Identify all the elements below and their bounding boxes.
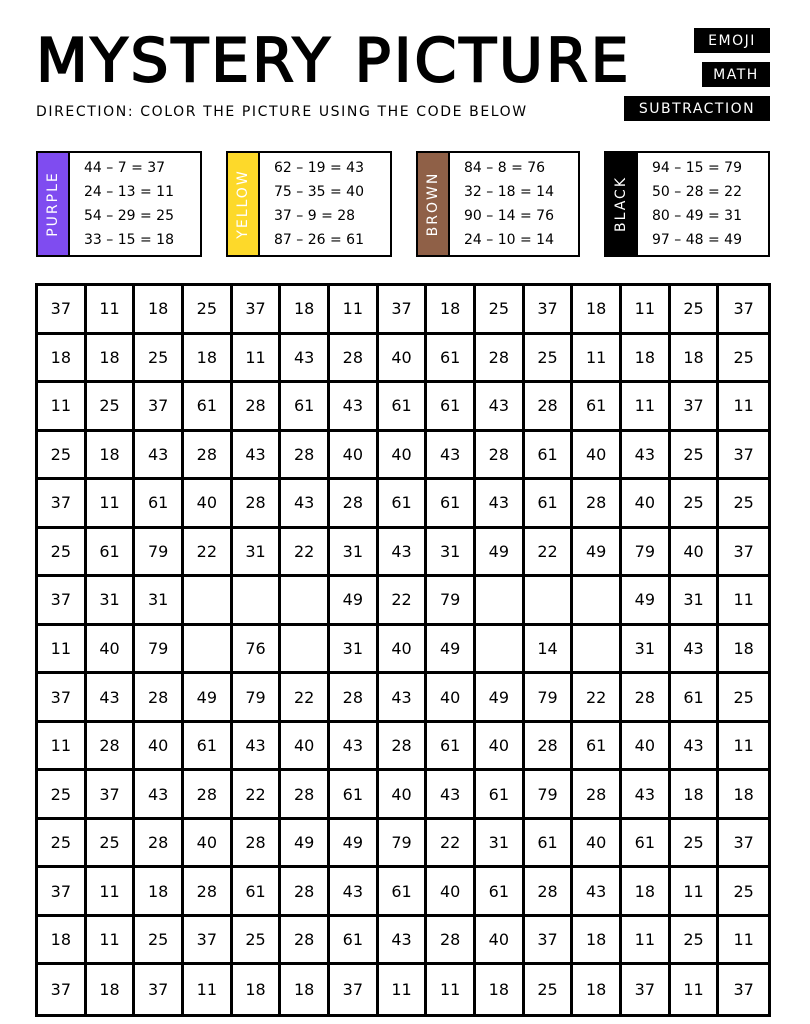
grid-cell[interactable]: 43 xyxy=(573,868,622,917)
grid-cell[interactable]: 25 xyxy=(38,432,87,481)
grid-cell[interactable]: 31 xyxy=(427,529,476,578)
grid-cell[interactable]: 22 xyxy=(427,820,476,869)
grid-cell[interactable]: 11 xyxy=(719,723,768,772)
grid-cell[interactable]: 37 xyxy=(379,286,428,335)
grid-cell[interactable]: 18 xyxy=(87,432,136,481)
grid-cell[interactable]: 28 xyxy=(233,820,282,869)
grid-cell[interactable]: 43 xyxy=(622,432,671,481)
grid-cell[interactable]: 25 xyxy=(135,335,184,384)
grid-cell[interactable]: 61 xyxy=(525,480,574,529)
grid-cell[interactable]: 28 xyxy=(330,674,379,723)
grid-cell[interactable]: 18 xyxy=(671,335,720,384)
grid-cell[interactable]: 43 xyxy=(281,480,330,529)
grid-cell[interactable]: 11 xyxy=(184,965,233,1014)
grid-cell[interactable] xyxy=(573,626,622,675)
grid-cell[interactable]: 18 xyxy=(622,335,671,384)
mystery-grid xyxy=(35,283,771,1017)
grid-cell[interactable]: 25 xyxy=(671,480,720,529)
grid-cell[interactable]: 40 xyxy=(427,674,476,723)
grid-cell[interactable]: 18 xyxy=(476,965,525,1014)
grid-cell[interactable]: 37 xyxy=(135,383,184,432)
grid-cell[interactable]: 37 xyxy=(622,965,671,1014)
grid-cell[interactable]: 25 xyxy=(671,820,720,869)
grid-cell[interactable]: 18 xyxy=(87,335,136,384)
grid-cell[interactable]: 49 xyxy=(573,529,622,578)
grid-cell[interactable]: 25 xyxy=(719,674,768,723)
grid-cell[interactable] xyxy=(476,577,525,626)
grid-cell[interactable]: 18 xyxy=(233,965,282,1014)
grid-cell[interactable]: 79 xyxy=(525,771,574,820)
grid-cell[interactable]: 37 xyxy=(38,965,87,1014)
grid-cell[interactable]: 49 xyxy=(330,820,379,869)
grid-cell[interactable]: 49 xyxy=(281,820,330,869)
grid-cell[interactable]: 43 xyxy=(379,529,428,578)
grid-cell[interactable]: 61 xyxy=(622,820,671,869)
grid-cell[interactable]: 61 xyxy=(525,432,574,481)
grid-cell[interactable]: 43 xyxy=(281,335,330,384)
grid-cell[interactable]: 40 xyxy=(281,723,330,772)
equation: 94 – 15 = 79 xyxy=(652,160,742,176)
grid-cell[interactable]: 79 xyxy=(622,529,671,578)
grid-cell[interactable]: 37 xyxy=(671,383,720,432)
grid-cell[interactable]: 37 xyxy=(719,286,768,335)
grid-cell[interactable]: 11 xyxy=(719,917,768,966)
grid-cell[interactable]: 28 xyxy=(573,480,622,529)
grid-cell[interactable]: 28 xyxy=(281,868,330,917)
grid-cell[interactable]: 40 xyxy=(379,432,428,481)
equation: 50 – 28 = 22 xyxy=(652,184,742,200)
grid-cell[interactable]: 18 xyxy=(184,335,233,384)
direction-text: DIRECTION: COLOR THE PICTURE USING THE CODE BELOW xyxy=(36,104,528,120)
grid-cell[interactable]: 37 xyxy=(719,820,768,869)
grid-cell[interactable]: 37 xyxy=(184,917,233,966)
grid-cell[interactable]: 43 xyxy=(233,432,282,481)
grid-cell[interactable]: 22 xyxy=(281,674,330,723)
equation: 33 – 15 = 18 xyxy=(84,232,174,248)
grid-cell[interactable]: 25 xyxy=(671,432,720,481)
grid-cell[interactable]: 18 xyxy=(622,868,671,917)
grid-cell[interactable]: 18 xyxy=(87,965,136,1014)
grid-cell[interactable]: 28 xyxy=(281,432,330,481)
grid-cell[interactable]: 11 xyxy=(671,965,720,1014)
color-swatch xyxy=(418,153,450,255)
grid-cell[interactable]: 14 xyxy=(525,626,574,675)
grid-cell[interactable]: 49 xyxy=(427,626,476,675)
grid-cell[interactable]: 40 xyxy=(476,723,525,772)
grid-cell[interactable]: 11 xyxy=(38,626,87,675)
grid-cell[interactable]: 28 xyxy=(281,771,330,820)
grid-cell[interactable]: 28 xyxy=(184,771,233,820)
color-swatch xyxy=(606,153,638,255)
grid-cell[interactable]: 43 xyxy=(330,723,379,772)
equation: 54 – 29 = 25 xyxy=(84,208,174,224)
grid-cell[interactable]: 40 xyxy=(379,771,428,820)
grid-cell[interactable]: 31 xyxy=(330,529,379,578)
grid-cell[interactable]: 28 xyxy=(427,917,476,966)
grid-cell[interactable]: 22 xyxy=(281,529,330,578)
grid-cell[interactable]: 43 xyxy=(135,771,184,820)
grid-cell[interactable]: 49 xyxy=(476,529,525,578)
grid-cell[interactable]: 49 xyxy=(476,674,525,723)
grid-cell[interactable]: 31 xyxy=(622,626,671,675)
grid-cell[interactable]: 43 xyxy=(427,771,476,820)
grid-cell[interactable]: 49 xyxy=(622,577,671,626)
grid-cell[interactable]: 49 xyxy=(184,674,233,723)
grid-cell[interactable]: 43 xyxy=(330,868,379,917)
grid-cell[interactable]: 25 xyxy=(671,917,720,966)
grid-cell[interactable]: 37 xyxy=(719,529,768,578)
grid-cell[interactable] xyxy=(525,577,574,626)
grid-cell[interactable]: 40 xyxy=(135,723,184,772)
tag-emoji: EMOJI xyxy=(694,28,770,53)
grid-cell[interactable]: 37 xyxy=(525,286,574,335)
grid-cell[interactable]: 43 xyxy=(622,771,671,820)
grid-cell[interactable]: 40 xyxy=(379,335,428,384)
grid-cell[interactable] xyxy=(281,577,330,626)
grid-cell[interactable]: 28 xyxy=(87,723,136,772)
grid-cell[interactable]: 25 xyxy=(525,335,574,384)
grid-cell[interactable]: 40 xyxy=(427,868,476,917)
grid-cell[interactable]: 40 xyxy=(622,723,671,772)
grid-cell[interactable]: 43 xyxy=(476,480,525,529)
grid-cell[interactable]: 28 xyxy=(135,674,184,723)
grid-cell[interactable]: 37 xyxy=(38,577,87,626)
grid-cell[interactable]: 37 xyxy=(38,674,87,723)
tag-math: MATH xyxy=(702,62,770,87)
grid-cell[interactable]: 37 xyxy=(87,771,136,820)
grid-cell[interactable]: 22 xyxy=(379,577,428,626)
grid-cell[interactable]: 61 xyxy=(233,868,282,917)
grid-cell[interactable]: 37 xyxy=(38,868,87,917)
grid-cell[interactable]: 40 xyxy=(622,480,671,529)
grid-cell[interactable]: 61 xyxy=(330,917,379,966)
grid-cell[interactable]: 28 xyxy=(525,723,574,772)
grid-cell[interactable]: 37 xyxy=(719,432,768,481)
grid-cell[interactable]: 11 xyxy=(87,868,136,917)
grid-cell[interactable]: 37 xyxy=(525,917,574,966)
grid-cell[interactable]: 18 xyxy=(38,335,87,384)
grid-cell[interactable]: 22 xyxy=(233,771,282,820)
grid-cell[interactable]: 40 xyxy=(184,820,233,869)
grid-cell[interactable]: 61 xyxy=(671,674,720,723)
color-swatch xyxy=(228,153,260,255)
color-key-brown xyxy=(416,151,580,257)
grid-cell[interactable]: 61 xyxy=(379,383,428,432)
grid-cell[interactable]: 76 xyxy=(233,626,282,675)
equation: 62 – 19 = 43 xyxy=(274,160,364,176)
grid-cell[interactable]: 25 xyxy=(87,820,136,869)
grid-cell[interactable]: 11 xyxy=(622,917,671,966)
grid-cell[interactable]: 61 xyxy=(184,723,233,772)
grid-cell[interactable]: 40 xyxy=(671,529,720,578)
grid-cell[interactable]: 18 xyxy=(573,917,622,966)
grid-cell[interactable]: 18 xyxy=(719,771,768,820)
grid-cell[interactable]: 11 xyxy=(379,965,428,1014)
grid-cell[interactable]: 79 xyxy=(233,674,282,723)
equation: 87 – 26 = 61 xyxy=(274,232,364,248)
grid-cell[interactable]: 28 xyxy=(573,771,622,820)
grid-cell[interactable]: 61 xyxy=(573,723,622,772)
color-label: BLACK xyxy=(613,175,629,233)
grid-cell[interactable]: 79 xyxy=(379,820,428,869)
grid-cell[interactable]: 61 xyxy=(379,480,428,529)
grid-cell[interactable]: 40 xyxy=(330,432,379,481)
grid-cell[interactable]: 18 xyxy=(281,965,330,1014)
grid-cell[interactable]: 61 xyxy=(281,383,330,432)
grid-cell[interactable]: 11 xyxy=(87,480,136,529)
grid-cell[interactable]: 79 xyxy=(427,577,476,626)
grid-cell[interactable]: 18 xyxy=(135,868,184,917)
grid-cell[interactable]: 28 xyxy=(184,868,233,917)
grid-cell[interactable]: 61 xyxy=(427,383,476,432)
equation: 97 – 48 = 49 xyxy=(652,232,742,248)
grid-cell[interactable]: 11 xyxy=(622,383,671,432)
grid-cell[interactable]: 37 xyxy=(733,980,754,1000)
grid-cell[interactable]: 11 xyxy=(719,577,768,626)
grid-cell[interactable]: 43 xyxy=(135,432,184,481)
grid-cell[interactable]: 61 xyxy=(427,480,476,529)
grid-cell[interactable]: 25 xyxy=(525,965,574,1014)
grid-cell[interactable]: 18 xyxy=(281,286,330,335)
grid-cell[interactable]: 43 xyxy=(427,432,476,481)
grid-cell[interactable]: 37 xyxy=(330,965,379,1014)
grid-cell[interactable]: 28 xyxy=(233,383,282,432)
grid-cell[interactable]: 61 xyxy=(525,820,574,869)
grid-cell[interactable]: 43 xyxy=(379,917,428,966)
grid-cell[interactable]: 11 xyxy=(38,383,87,432)
grid-cell[interactable]: 18 xyxy=(573,965,622,1014)
grid-cell[interactable]: 11 xyxy=(622,286,671,335)
grid-cell[interactable]: 18 xyxy=(38,917,87,966)
grid-cell[interactable]: 11 xyxy=(87,286,136,335)
color-label: PURPLE xyxy=(45,171,61,237)
grid-cell[interactable]: 18 xyxy=(671,771,720,820)
grid-cell[interactable]: 31 xyxy=(233,529,282,578)
grid-cell[interactable]: 18 xyxy=(135,286,184,335)
grid-cell[interactable]: 11 xyxy=(427,965,476,1014)
grid-cell[interactable]: 25 xyxy=(38,820,87,869)
grid-cell[interactable]: 61 xyxy=(87,529,136,578)
grid-cell[interactable]: 43 xyxy=(87,674,136,723)
grid-cell[interactable]: 43 xyxy=(233,723,282,772)
grid-cell[interactable] xyxy=(573,577,622,626)
grid-cell[interactable]: 31 xyxy=(476,820,525,869)
grid-cell[interactable]: 43 xyxy=(330,383,379,432)
grid-cell[interactable]: 43 xyxy=(671,723,720,772)
grid-cell[interactable] xyxy=(184,577,233,626)
grid-cell[interactable]: 25 xyxy=(719,868,768,917)
grid-cell[interactable]: 61 xyxy=(135,480,184,529)
grid-cell[interactable]: 25 xyxy=(719,480,768,529)
color-key-yellow xyxy=(226,151,392,257)
grid-cell[interactable]: 25 xyxy=(38,771,87,820)
grid-cell[interactable]: 11 xyxy=(719,383,768,432)
grid-cell[interactable]: 28 xyxy=(379,723,428,772)
grid-cell[interactable]: 61 xyxy=(476,868,525,917)
grid-cell[interactable]: 40 xyxy=(379,626,428,675)
grid-cell[interactable]: 25 xyxy=(719,335,768,384)
grid-cell[interactable]: 11 xyxy=(330,286,379,335)
grid-cell[interactable]: 61 xyxy=(427,723,476,772)
equation: 24 – 10 = 14 xyxy=(464,232,554,248)
grid-cell[interactable]: 11 xyxy=(573,335,622,384)
grid-cell[interactable]: 31 xyxy=(671,577,720,626)
equation: 37 – 9 = 28 xyxy=(274,208,356,224)
color-label: YELLOW xyxy=(235,169,251,239)
grid-cell[interactable]: 25 xyxy=(476,286,525,335)
grid-cell[interactable]: 28 xyxy=(135,820,184,869)
grid-cell[interactable]: 18 xyxy=(573,286,622,335)
grid-cell[interactable]: 25 xyxy=(671,286,720,335)
grid-cell[interactable]: 79 xyxy=(525,674,574,723)
grid-cell[interactable]: 40 xyxy=(573,820,622,869)
grid-cell[interactable]: 79 xyxy=(135,529,184,578)
equation: 80 – 49 = 31 xyxy=(652,208,742,224)
grid-cell[interactable]: 40 xyxy=(87,626,136,675)
grid-cell[interactable]: 31 xyxy=(135,577,184,626)
grid-cell[interactable]: 28 xyxy=(233,480,282,529)
grid-cell[interactable]: 37 xyxy=(233,286,282,335)
color-label: BROWN xyxy=(425,171,441,237)
grid-cell[interactable]: 25 xyxy=(87,383,136,432)
grid-cell[interactable] xyxy=(476,626,525,675)
grid-cell[interactable]: 61 xyxy=(330,771,379,820)
grid-cell[interactable]: 22 xyxy=(525,529,574,578)
page-title: MYSTERY PICTURE xyxy=(36,26,632,96)
grid-cell[interactable]: 61 xyxy=(573,383,622,432)
grid-cell[interactable]: 28 xyxy=(622,674,671,723)
grid-cell[interactable]: 43 xyxy=(671,626,720,675)
grid-cell[interactable]: 28 xyxy=(330,480,379,529)
grid-cell[interactable]: 25 xyxy=(135,917,184,966)
grid-cell[interactable] xyxy=(184,626,233,675)
grid-cell[interactable]: 31 xyxy=(87,577,136,626)
grid-cell[interactable]: 40 xyxy=(476,917,525,966)
grid-cell[interactable]: 61 xyxy=(184,383,233,432)
color-swatch xyxy=(38,153,70,255)
equation: 32 – 18 = 14 xyxy=(464,184,554,200)
grid-cell[interactable]: 18 xyxy=(427,286,476,335)
grid-cell[interactable]: 43 xyxy=(379,674,428,723)
tag-subtraction: SUBTRACTION xyxy=(624,96,770,121)
equation: 44 – 7 = 37 xyxy=(84,160,166,176)
grid-cell[interactable]: 61 xyxy=(427,335,476,384)
grid-cell[interactable]: 28 xyxy=(281,917,330,966)
grid-cell[interactable]: 28 xyxy=(525,868,574,917)
grid-cell[interactable]: 40 xyxy=(573,432,622,481)
grid-cell[interactable]: 25 xyxy=(38,529,87,578)
color-key-black xyxy=(604,151,770,257)
grid-cell[interactable]: 49 xyxy=(330,577,379,626)
equation: 84 – 8 = 76 xyxy=(464,160,546,176)
grid-cell[interactable]: 11 xyxy=(233,335,282,384)
grid-cell[interactable]: 22 xyxy=(184,529,233,578)
grid-cell[interactable] xyxy=(281,626,330,675)
grid-cell[interactable]: 61 xyxy=(476,771,525,820)
grid-cell[interactable]: 28 xyxy=(525,383,574,432)
grid-cell[interactable]: 18 xyxy=(719,626,768,675)
grid-cell[interactable]: 25 xyxy=(233,917,282,966)
grid-cell[interactable]: 37 xyxy=(38,286,87,335)
grid-cell[interactable]: 11 xyxy=(87,917,136,966)
grid-cell[interactable]: 40 xyxy=(184,480,233,529)
grid-cell[interactable]: 31 xyxy=(330,626,379,675)
grid-cell[interactable]: 28 xyxy=(184,432,233,481)
equation: 24 – 13 = 11 xyxy=(84,184,174,200)
equation: 75 – 35 = 40 xyxy=(274,184,364,200)
grid-cell[interactable] xyxy=(233,577,282,626)
grid-cell[interactable]: 22 xyxy=(573,674,622,723)
grid-cell[interactable]: 43 xyxy=(476,383,525,432)
grid-cell[interactable]: 11 xyxy=(671,868,720,917)
grid-cell[interactable]: 28 xyxy=(330,335,379,384)
grid-cell[interactable]: 28 xyxy=(476,335,525,384)
grid-cell[interactable]: 79 xyxy=(135,626,184,675)
grid-cell[interactable]: 25 xyxy=(184,286,233,335)
grid-cell[interactable]: 28 xyxy=(476,432,525,481)
equation: 90 – 14 = 76 xyxy=(464,208,554,224)
color-key-purple xyxy=(36,151,202,257)
grid-cell[interactable]: 11 xyxy=(38,723,87,772)
grid-cell[interactable]: 37 xyxy=(38,480,87,529)
grid-cell[interactable]: 61 xyxy=(379,868,428,917)
grid-cell[interactable]: 37 xyxy=(135,965,184,1014)
